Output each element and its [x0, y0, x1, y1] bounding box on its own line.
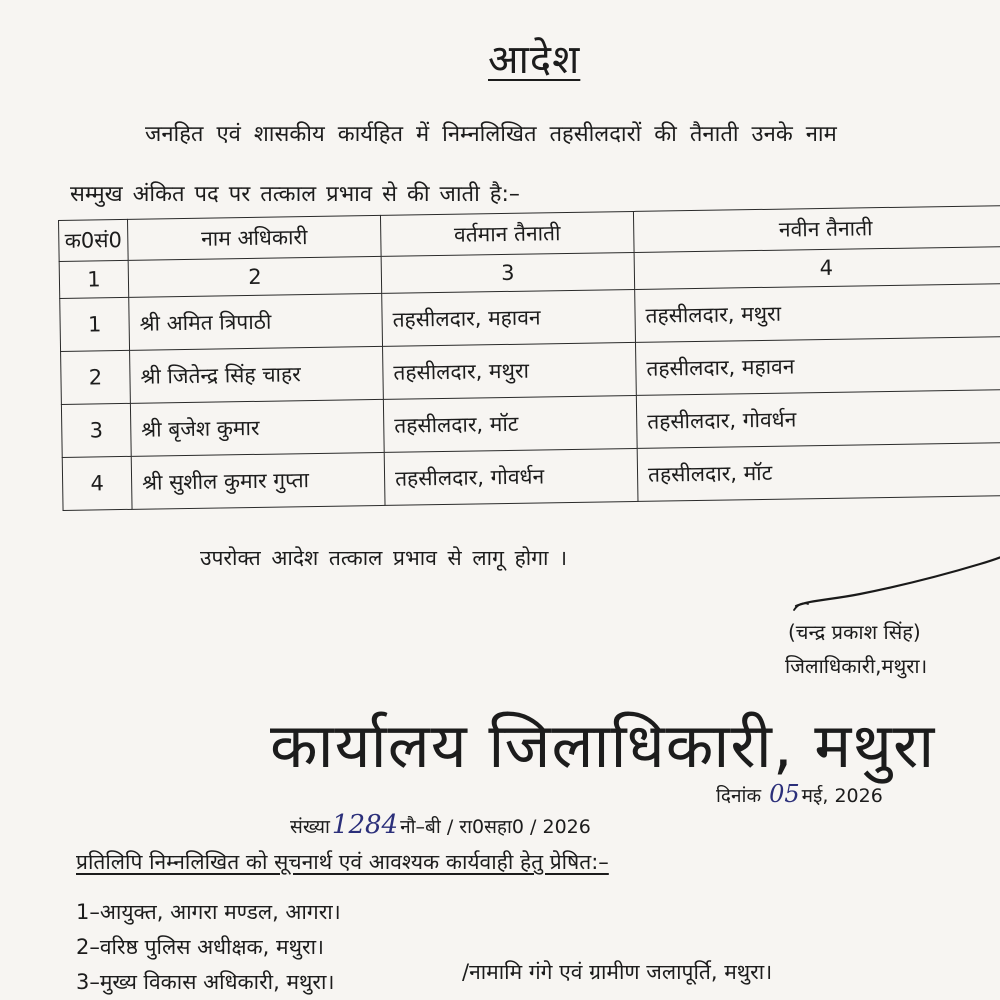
date-label: दिनांक [716, 785, 762, 807]
current-posting-cell: तहसीलदार, मॉट [383, 395, 637, 452]
serial-cell: 4 [62, 456, 132, 510]
officer-name-cell: श्री जितेन्द्र सिंह चाहर [130, 346, 384, 403]
list-item: 1–आयुक्त, आगरा मण्डल, आगरा। [76, 900, 341, 924]
new-posting-cell: तहसीलदार, मथुरा [635, 283, 1000, 342]
current-posting-cell: तहसीलदार, महावन [382, 289, 636, 346]
reference-number [290, 810, 591, 840]
new-posting-cell: तहसीलदार, मॉट [637, 442, 1000, 501]
list-item: 3–मुख्य विकास अधिकारी, मथुरा। [76, 970, 335, 994]
new-posting-cell: तहसीलदार, गोवर्धन [636, 389, 1000, 448]
column-number: 3 [381, 252, 635, 293]
posting-table [58, 205, 1000, 511]
list-item: 2–वरिष्ठ पुलिस अधीक्षक, मथुरा। [76, 935, 324, 959]
officer-name-cell: श्री अमित त्रिपाठी [129, 293, 383, 350]
reference-label: संख्या [290, 816, 330, 838]
header-serial: क0सं0 [59, 219, 129, 261]
officer-name-cell: श्री बृजेश कुमार [130, 399, 384, 456]
signatory-name: (चन्द्र प्रकाश सिंह) [788, 620, 921, 644]
office-stamp: कार्यालय जिलाधिकारी, मथुरा [270, 709, 936, 782]
header-current-posting: वर्तमान तैनाती [380, 211, 634, 256]
serial-cell: 1 [60, 297, 130, 351]
intro-line-2: सम्मुख अंकित पद पर तत्काल प्रभाव से की जाती है:– [70, 182, 520, 207]
handwritten-reference-number: 1284 [331, 810, 399, 840]
page-title: आदेश [488, 37, 581, 83]
order-date [716, 780, 883, 808]
officer-name-cell: श्री सुशील कुमार गुप्ता [131, 452, 385, 509]
copy-to-heading: प्रतिलिपि निम्नलिखित को सूचनार्थ एवं आवश्यक कार्यवाही हेतु प्रेषित:– [76, 850, 609, 874]
column-number: 2 [128, 256, 382, 297]
signatory-designation: जिलाधिकारी,मथुरा। [785, 654, 928, 678]
column-number: 4 [634, 246, 1000, 289]
signature-stroke [790, 550, 1000, 620]
closing-statement: उपरोक्त आदेश तत्काल प्रभाव से लागू होगा । [200, 546, 568, 570]
current-posting-cell: तहसीलदार, गोवर्धन [384, 448, 638, 505]
reference-suffix: नौ–बी / रा0सहा0 / 2026 [400, 816, 591, 838]
serial-cell: 2 [61, 350, 131, 404]
header-new-posting: नवीन तैनाती [633, 205, 1000, 252]
date-rest: मई, 2026 [801, 785, 883, 807]
new-posting-cell: तहसीलदार, महावन [635, 336, 1000, 395]
list-item: /नामामि गंगे एवं ग्रामीण जलापूर्ति, मथुरा। [462, 960, 773, 984]
column-number: 1 [59, 260, 129, 298]
header-officer-name: नाम अधिकारी [127, 215, 381, 260]
current-posting-cell: तहसीलदार, मथुरा [383, 342, 637, 399]
handwritten-date-day: 05 [769, 780, 800, 808]
serial-cell: 3 [61, 403, 131, 457]
intro-line-1: जनहित एवं शासकीय कार्यहित में निम्नलिखित तहसीलदारों की तैनाती उनके नाम [145, 122, 837, 147]
